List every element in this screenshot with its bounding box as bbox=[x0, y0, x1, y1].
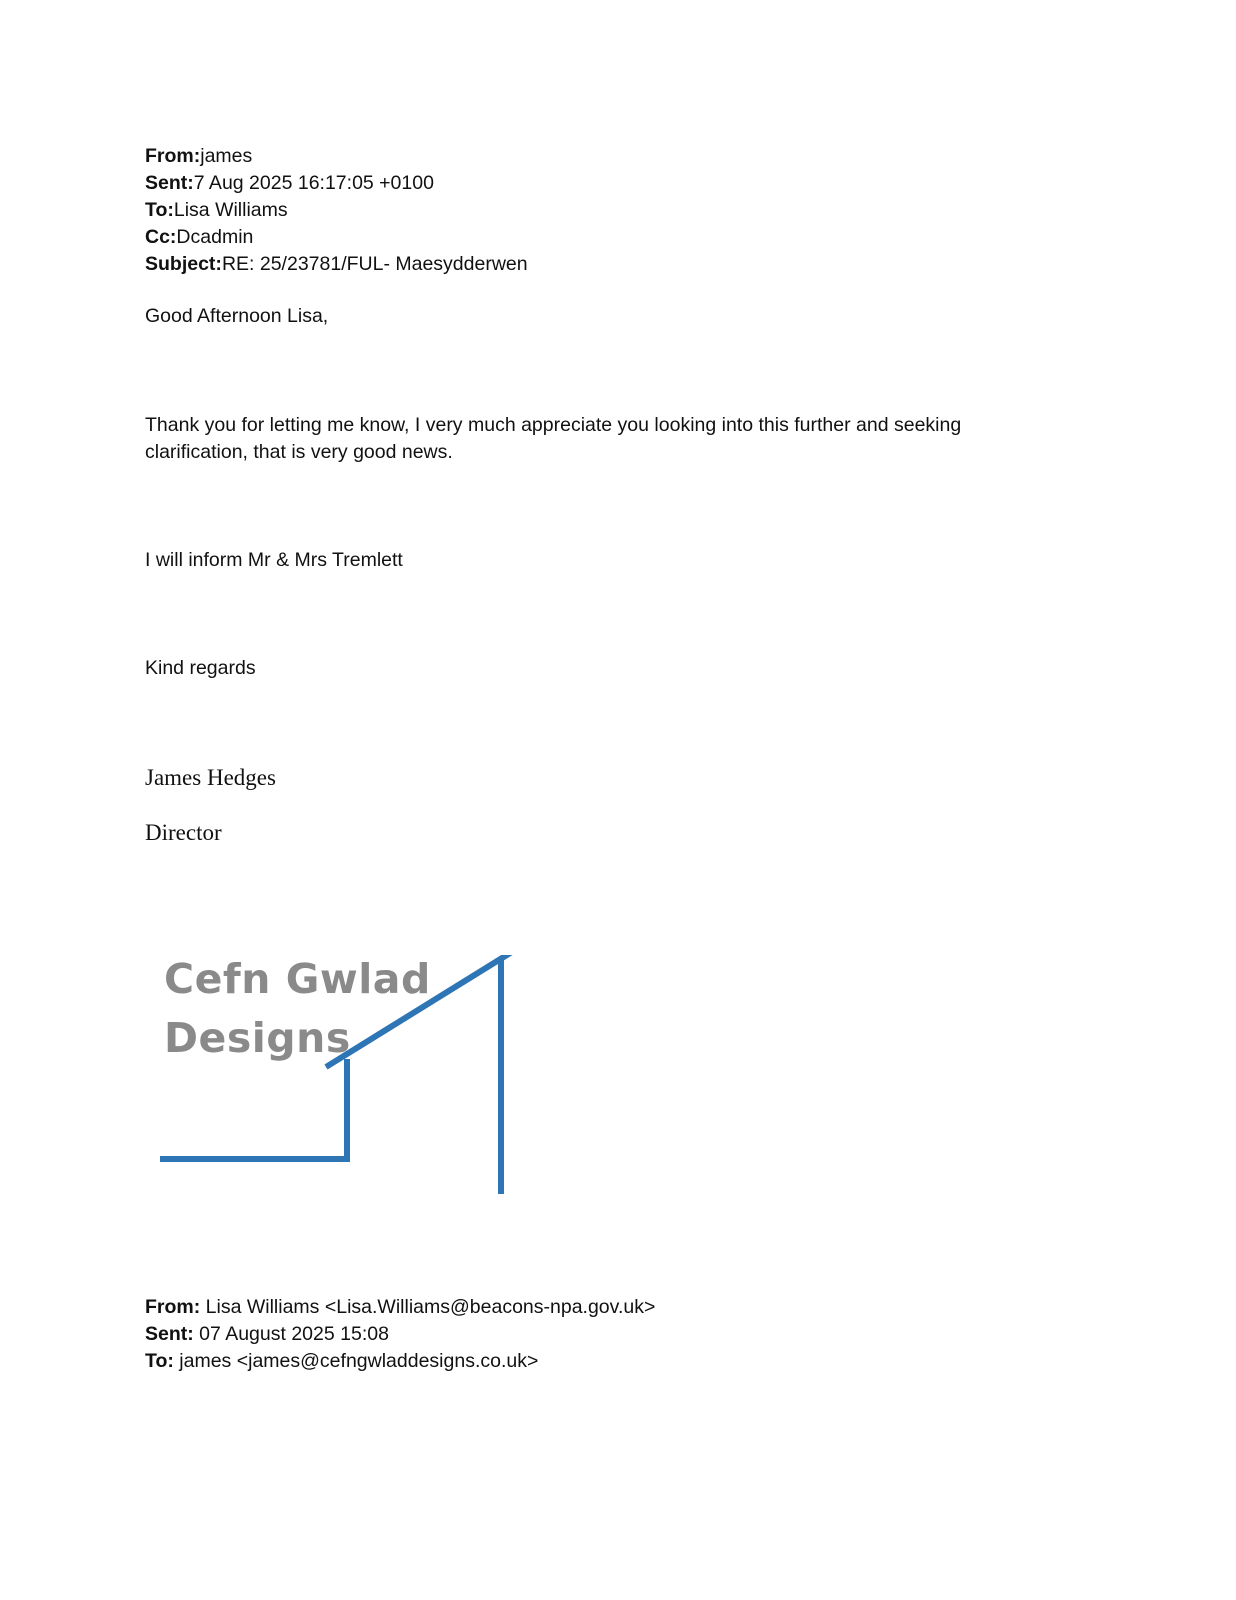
subject-value: RE: 25/23781/FUL- Maesydderwen bbox=[221, 253, 528, 275]
cc-value: Dcadmin bbox=[176, 226, 254, 248]
quoted-sent bbox=[145, 1321, 655, 1348]
signature-name: James Hedges bbox=[145, 765, 276, 790]
quoted-to-value: james <james@cefngwladdesigns.co.uk> bbox=[173, 1350, 539, 1372]
quoted-from bbox=[145, 1294, 655, 1321]
sent-value: 7 Aug 2025 16:17:05 +0100 bbox=[193, 172, 434, 194]
quoted-to bbox=[145, 1348, 655, 1375]
sent-label: Sent: bbox=[145, 172, 194, 194]
to-value: Lisa Williams bbox=[173, 199, 288, 221]
closing: Kind regards bbox=[145, 657, 256, 679]
from-value: james bbox=[200, 145, 253, 167]
header-cc bbox=[145, 224, 528, 251]
body-paragraph-2: I will inform Mr & Mrs Tremlett bbox=[145, 549, 403, 571]
logo-roof-line bbox=[326, 955, 523, 1067]
header-from bbox=[145, 143, 528, 170]
logo-line-1: Cefn Gwlad bbox=[164, 955, 431, 1003]
greeting: Good Afternoon Lisa, bbox=[145, 305, 329, 327]
signature-title: Director bbox=[145, 820, 222, 845]
subject-label: Subject: bbox=[145, 253, 222, 275]
header-to bbox=[145, 197, 528, 224]
email-header bbox=[145, 143, 528, 278]
logo-ground-step bbox=[160, 1059, 347, 1159]
from-label: From: bbox=[145, 145, 201, 167]
quoted-from-value: Lisa Williams <Lisa.Williams@beacons-npa.gov.uk> bbox=[200, 1296, 656, 1318]
header-sent bbox=[145, 170, 528, 197]
header-subject bbox=[145, 251, 528, 278]
company-logo bbox=[155, 955, 545, 1225]
quoted-sent-value: 07 August 2025 15:08 bbox=[193, 1323, 389, 1345]
to-label: To: bbox=[145, 199, 174, 221]
quoted-to-label: To: bbox=[145, 1350, 174, 1372]
body-paragraph-1: Thank you for letting me know, I very much appreciate you looking into this further and seeking clarification, that is very good news. bbox=[145, 414, 962, 463]
quoted-email-header bbox=[145, 1294, 655, 1375]
logo-line-2: Designs bbox=[164, 1014, 351, 1062]
quoted-from-label: From: bbox=[145, 1296, 201, 1318]
cc-label: Cc: bbox=[145, 226, 177, 248]
quoted-sent-label: Sent: bbox=[145, 1323, 194, 1345]
logo-house-mark bbox=[155, 955, 545, 1225]
